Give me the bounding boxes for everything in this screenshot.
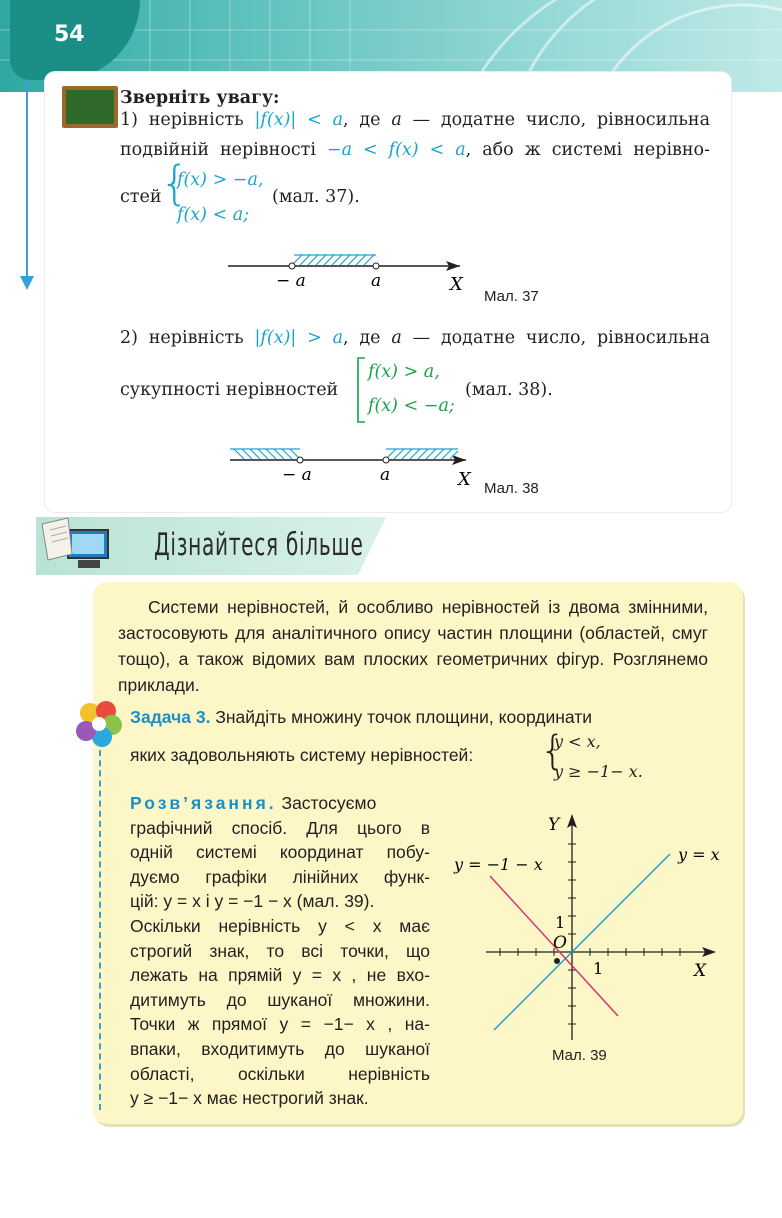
computer-book-icon (38, 514, 120, 574)
task-line2: яких задовольняють систему нерівностей: (130, 745, 474, 765)
x-tick-label: 1 (593, 959, 604, 978)
open-point-a (383, 457, 389, 463)
attention-heading: Зверніть увагу: (120, 88, 280, 108)
intersection-point (554, 958, 560, 964)
solution-line: графічний спосіб. Для цього в (130, 817, 430, 838)
solution-line: дуємо графіки лінійних функ- (130, 866, 430, 887)
y-axis-label: Y (548, 815, 560, 835)
attention-p1-line2 (120, 136, 710, 164)
solution-heading: Розв’язання. (130, 793, 277, 813)
var-a: a (391, 328, 402, 348)
solution-line: строгий знак, то всі точки, що (130, 940, 430, 961)
chalkboard-stand (68, 124, 112, 127)
solution-line: впаки, входитимуть до шуканої (130, 1038, 430, 1059)
solution-line: Оскільки нерівність y < x має (130, 915, 430, 936)
open-point-neg-a (289, 263, 295, 269)
line2-label: y = x (678, 845, 720, 864)
open-point-neg-a (297, 457, 303, 463)
task-system-brace: { (540, 728, 566, 774)
figure-39 (450, 808, 735, 1078)
caption-fig-39: Мал. 39 (552, 1047, 607, 1064)
task-system-line2: y ≥ −1− x. (554, 762, 643, 781)
text: 2) нерівність (120, 328, 255, 348)
hatching-interval (292, 255, 376, 265)
label-a: a (380, 465, 391, 485)
margin-line (26, 80, 28, 280)
text: — додатне число, рівносильна (401, 328, 711, 348)
section-title: Дізнайтеся більше (154, 527, 364, 563)
text: 1) нерівність (120, 110, 255, 130)
set-line2: f(x) < −a; (368, 396, 455, 416)
margin-arrow-icon (20, 276, 34, 290)
solution-line: цій: y = x і y = −1 − x (мал. 39). (130, 891, 375, 912)
math-double-inequality: −a < f(x) < a (326, 140, 466, 160)
line-y-eq-x (494, 854, 670, 1030)
figure-37 (220, 248, 480, 298)
solution-text (130, 790, 430, 1110)
solution-line: області, оскільки нерівність (130, 1063, 430, 1084)
attention-p2-line2b: (мал. 38). (465, 380, 553, 400)
text: , де (343, 328, 392, 348)
caption-fig-37: Мал. 37 (484, 288, 539, 305)
attention-p2-line2a: сукупності нерівностей (120, 380, 339, 400)
text: подвійній нерівності (120, 140, 327, 160)
caption-fig-38: Мал. 38 (484, 480, 539, 497)
axis-label-x: X (450, 274, 463, 295)
solution-line: Точки ж прямої y = −1− x , на- (130, 1014, 430, 1035)
open-point-a (373, 263, 379, 269)
system-line1: f(x) > −a, (177, 170, 264, 190)
text: Застосуємо (276, 793, 377, 813)
math-abs-greater: |f(x)| > a (254, 328, 344, 348)
figure-38 (220, 440, 480, 492)
label-neg-a: − a (282, 465, 312, 485)
solution-line: лежать на прямій y = x , не вхо- (130, 965, 430, 986)
text: , або ж системі нерівно- (465, 140, 711, 160)
line1-label: y = −1 − x (454, 855, 543, 874)
origin-label: O (553, 933, 567, 953)
label-a: a (371, 271, 382, 291)
x-axis-label: X (694, 961, 707, 981)
solution-line: дитимуть до шуканої множини. (130, 989, 430, 1010)
attention-p1-line3b: (мал. 37). (272, 187, 360, 207)
solution-line: одній системі координат побу- (130, 842, 430, 863)
solution-line-1 (130, 790, 430, 815)
attention-p1-line3a: стей (120, 187, 162, 207)
task-dashed-line (99, 740, 101, 1110)
system-line2: f(x) < a; (177, 205, 250, 225)
solution-line: y ≥ −1− x має нестрогий знак. (130, 1088, 369, 1109)
set-line1: f(x) > a, (368, 362, 440, 382)
axis-label-x: X (458, 469, 471, 490)
label-neg-a: − a (276, 271, 306, 291)
chalkboard-icon (62, 86, 118, 128)
attention-p2-line1 (120, 324, 710, 352)
attention-p1-line1 (120, 106, 710, 134)
system-brace: { (160, 156, 190, 210)
learn-more-intro: Системи нерівностей, й особливо нерівностей із двома змінними, застосовують для аналітичного опису частин площини (областей, смуг тощо), а також відомих вам плоских геометричних фігур. Розглянемо приклади. (118, 597, 708, 695)
y-tick-label: 1 (555, 913, 566, 932)
task-system-line1: y < x, (554, 732, 601, 751)
var-a: a (391, 110, 402, 130)
math-abs-less: |f(x)| < a (254, 110, 344, 130)
text: Знайдіть множину точок площини, координати (210, 707, 593, 727)
text: — додатне число, рівносильна (401, 110, 711, 130)
task-line1 (130, 704, 708, 730)
hatching-right (386, 449, 458, 459)
text: , де (343, 110, 392, 130)
task-label: Задача 3. (130, 707, 211, 727)
page-number: 54 (54, 22, 85, 47)
hatching-left (230, 449, 300, 459)
set-bracket (355, 356, 369, 426)
